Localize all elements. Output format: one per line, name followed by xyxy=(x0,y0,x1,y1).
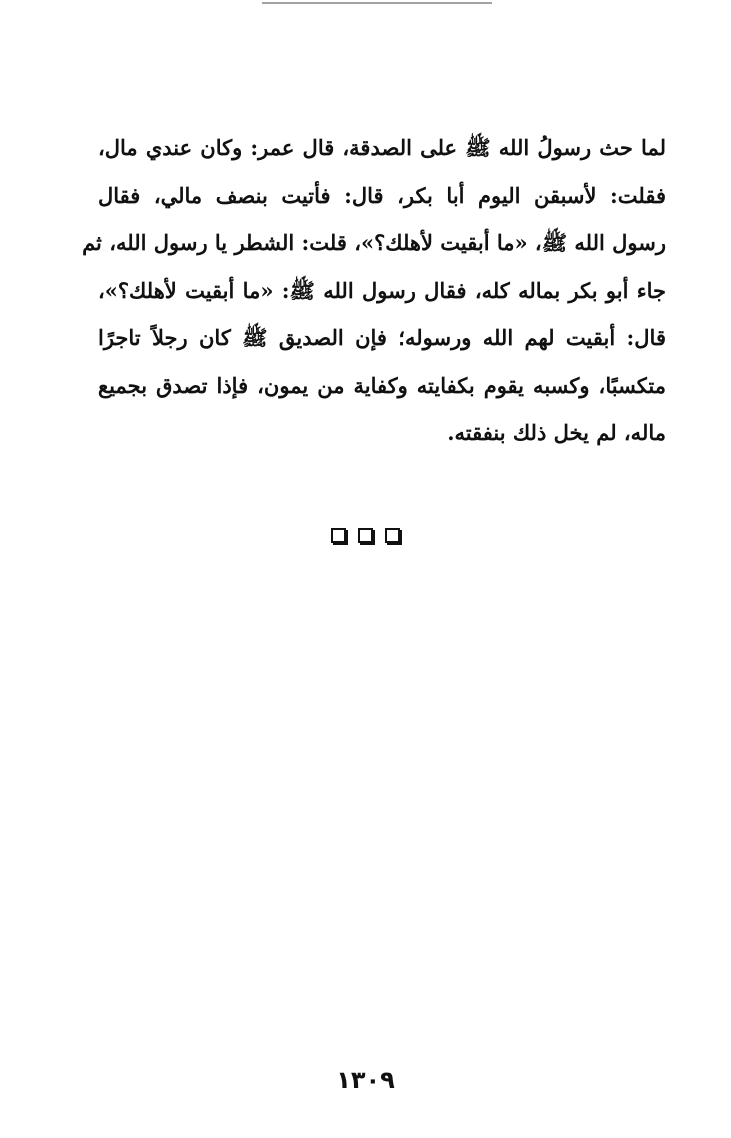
text-line-6: متكسبًا، وكسبه يقوم بكفايته وكفاية من يمون، فإذا تصدق بجميع xyxy=(98,372,666,398)
text-line-5: قال: أبقيت لهم الله ورسوله؛ فإن الصديق ﷺ كان رجلاً تاجرًا xyxy=(98,325,666,350)
text-line-2: فقلت: لأسبقن اليوم أبا بكر، قال: فأتيت بنصف مالي، فقال xyxy=(98,182,666,208)
top-rule xyxy=(262,2,492,4)
text-line-1: لما حث رسولُ الله ﷺ على الصدقة، قال عمر: وكان عندي مال، xyxy=(98,135,666,160)
section-ornament xyxy=(0,528,731,543)
text-line-4: جاء أبو بكر بماله كله، فقال رسول الله ﷺ: «ما أبقيت لأهلك؟»، xyxy=(98,277,666,303)
ornament-square-icon xyxy=(358,528,373,543)
text-line-7: ماله، لم يخل ذلك بنفقته. xyxy=(447,420,666,445)
text-line-3: رسول الله ﷺ، «ما أبقيت لأهلك؟»، قلت: الشطر يا رسول الله، ثم xyxy=(82,230,666,255)
page-number: ١٣٠٩ xyxy=(336,1066,395,1094)
ornament-square-icon xyxy=(385,528,400,543)
ornament-square-icon xyxy=(331,528,346,543)
body-text xyxy=(82,124,666,457)
